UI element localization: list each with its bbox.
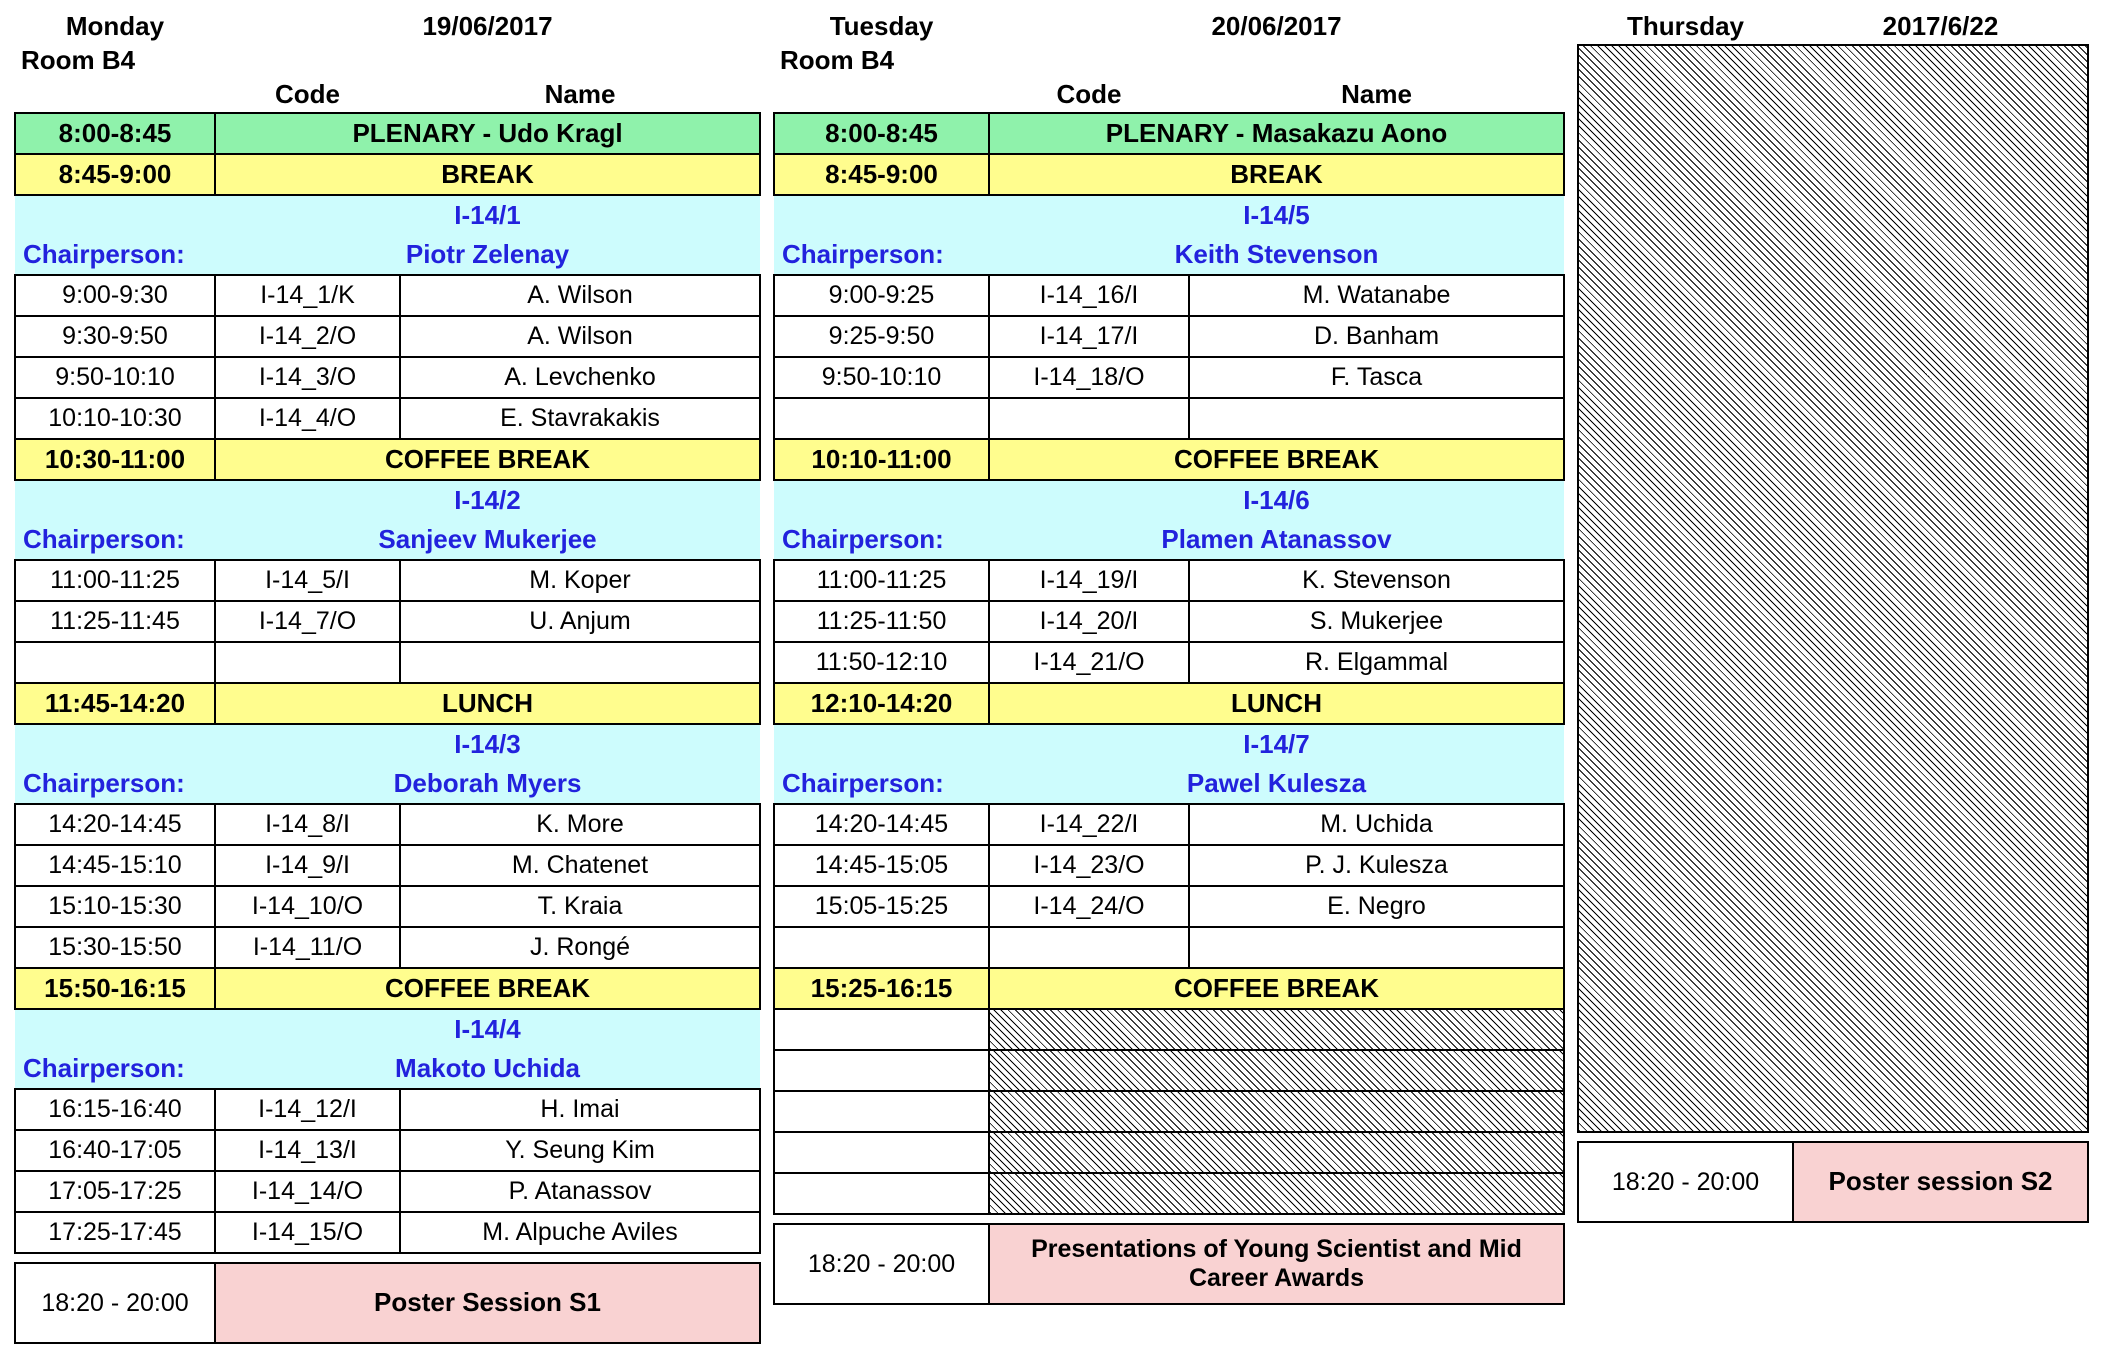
row-code: I-14_22/I	[989, 804, 1189, 845]
table-row	[15, 1171, 760, 1212]
row-code: I-14_21/O	[989, 642, 1189, 683]
row-blank	[774, 1050, 989, 1091]
session-code: I-14/5	[989, 195, 1564, 235]
chairperson-name: Piotr Zelenay	[215, 235, 760, 275]
row-text: PLENARY - Masakazu Aono	[989, 113, 1564, 154]
row-text: LUNCH	[215, 683, 760, 724]
tuesday-room-row	[774, 44, 1564, 78]
table-row	[1578, 45, 2088, 1132]
evening-text: Poster Session S1	[215, 1263, 760, 1343]
row-text: BREAK	[989, 154, 1564, 195]
row-name: R. Elgammal	[1189, 642, 1564, 683]
row-name: M. Alpuche Aviles	[400, 1212, 760, 1253]
row-blank	[774, 724, 989, 764]
table-row	[774, 520, 1564, 560]
table-row	[774, 398, 1564, 439]
chairperson-label: Chairperson:	[774, 235, 989, 275]
row-text: BREAK	[215, 154, 760, 195]
table-row	[774, 1050, 1564, 1091]
table-row	[15, 1049, 760, 1089]
row-code: I-14_7/O	[215, 601, 400, 642]
row-time: 11:45-14:20	[15, 683, 215, 724]
unavailable-block	[989, 1009, 1564, 1050]
table-row	[774, 113, 1564, 154]
row-code: I-14_3/O	[215, 357, 400, 398]
row-name: J. Rongé	[400, 927, 760, 968]
row-time	[15, 642, 215, 683]
row-name: P. J. Kulesza	[1189, 845, 1564, 886]
row-name: D. Banham	[1189, 316, 1564, 357]
row-code: I-14_11/O	[215, 927, 400, 968]
table-row	[774, 439, 1564, 480]
tuesday-colhdr-name: Name	[1341, 79, 1412, 110]
row-time: 8:00-8:45	[774, 113, 989, 154]
row-blank	[774, 480, 989, 520]
monday-spacer-2	[400, 44, 760, 78]
chairperson-label: Chairperson:	[15, 764, 215, 804]
monday-colhdr-name: Name	[544, 79, 616, 110]
row-name: H. Imai	[400, 1089, 760, 1130]
row-code: I-14_4/O	[215, 398, 400, 439]
thursday-day-label: Thursday	[1626, 11, 1745, 42]
chairperson-name: Deborah Myers	[215, 764, 760, 804]
row-name: F. Tasca	[1189, 357, 1564, 398]
session-code: I-14/7	[989, 724, 1564, 764]
monday-colhdr-code: Code	[275, 79, 340, 110]
row-time: 11:25-11:45	[15, 601, 215, 642]
table-row	[15, 1089, 760, 1130]
unavailable-block	[989, 1132, 1564, 1173]
row-code: I-14_24/O	[989, 886, 1189, 927]
table-row	[1578, 1142, 2088, 1222]
row-time: 14:20-14:45	[774, 804, 989, 845]
row-time: 8:45-9:00	[15, 154, 215, 195]
table-row	[15, 1263, 760, 1343]
row-code: I-14_2/O	[215, 316, 400, 357]
row-time: 9:25-9:50	[774, 316, 989, 357]
row-text: LUNCH	[989, 683, 1564, 724]
row-time	[774, 927, 989, 968]
table-row	[774, 886, 1564, 927]
table-row	[774, 683, 1564, 724]
table-row	[774, 154, 1564, 195]
row-time: 10:30-11:00	[15, 439, 215, 480]
table-row	[774, 1091, 1564, 1132]
table-row	[774, 1009, 1564, 1050]
row-name: M. Koper	[400, 560, 760, 601]
row-name	[1189, 927, 1564, 968]
day-column-monday	[14, 10, 759, 1344]
unavailable-block	[989, 1050, 1564, 1091]
thursday-header-row	[1578, 10, 2088, 45]
table-row	[15, 357, 760, 398]
table-row	[774, 560, 1564, 601]
table-row	[15, 439, 760, 480]
table-row	[15, 804, 760, 845]
row-blank	[774, 1132, 989, 1173]
row-time: 12:10-14:20	[774, 683, 989, 724]
row-code: I-14_15/O	[215, 1212, 400, 1253]
tuesday-evening-table	[773, 1223, 1565, 1305]
table-row	[774, 1173, 1564, 1214]
row-time: 11:25-11:50	[774, 601, 989, 642]
monday-room-row	[15, 44, 760, 78]
row-time: 10:10-11:00	[774, 439, 989, 480]
table-row	[774, 601, 1564, 642]
tuesday-date: 20/06/2017	[1211, 11, 1342, 42]
row-code: I-14_5/I	[215, 560, 400, 601]
row-code	[215, 642, 400, 683]
row-code: I-14_16/I	[989, 275, 1189, 316]
row-time: 15:30-15:50	[15, 927, 215, 968]
row-text: COFFEE BREAK	[989, 439, 1564, 480]
row-code: I-14_12/I	[215, 1089, 400, 1130]
table-row	[15, 968, 760, 1009]
table-row	[15, 927, 760, 968]
row-blank	[774, 1091, 989, 1132]
thursday-date: 2017/6/22	[1882, 11, 1999, 42]
row-blank	[774, 195, 989, 235]
row-blank	[15, 480, 215, 520]
table-row	[15, 316, 760, 357]
row-name: M. Chatenet	[400, 845, 760, 886]
row-code: I-14_20/I	[989, 601, 1189, 642]
row-code: I-14_13/I	[215, 1130, 400, 1171]
row-time: 17:25-17:45	[15, 1212, 215, 1253]
unavailable-block	[989, 1173, 1564, 1214]
tuesday-day-label: Tuesday	[829, 11, 934, 42]
row-code	[989, 398, 1189, 439]
tuesday-table	[773, 10, 1565, 1215]
table-row	[15, 480, 760, 520]
row-name: S. Mukerjee	[1189, 601, 1564, 642]
row-time: 11:50-12:10	[774, 642, 989, 683]
table-row	[15, 275, 760, 316]
day-column-thursday	[1577, 10, 2087, 1223]
table-row	[774, 968, 1564, 1009]
session-code: I-14/6	[989, 480, 1564, 520]
row-time	[774, 398, 989, 439]
row-blank	[774, 1173, 989, 1214]
monday-column-header-row	[15, 78, 760, 113]
table-row	[15, 195, 760, 235]
tuesday-header-row	[774, 10, 1564, 44]
table-row	[15, 642, 760, 683]
table-row	[774, 275, 1564, 316]
table-row	[774, 804, 1564, 845]
row-text: PLENARY - Udo Kragl	[215, 113, 760, 154]
tuesday-colhdr-blank	[774, 78, 989, 113]
row-time: 11:00-11:25	[774, 560, 989, 601]
evening-time: 18:20 - 20:00	[15, 1263, 215, 1343]
table-row	[774, 764, 1564, 804]
row-code: I-14_14/O	[215, 1171, 400, 1212]
evening-text: Poster session S2	[1793, 1142, 2088, 1222]
row-blank	[15, 1009, 215, 1049]
row-time: 8:45-9:00	[774, 154, 989, 195]
table-row	[15, 1009, 760, 1049]
row-code	[989, 927, 1189, 968]
table-row	[15, 113, 760, 154]
row-name: A. Wilson	[400, 275, 760, 316]
chairperson-label: Chairperson:	[15, 520, 215, 560]
row-time: 8:00-8:45	[15, 113, 215, 154]
table-row	[15, 1130, 760, 1171]
row-code: I-14_17/I	[989, 316, 1189, 357]
row-name: K. Stevenson	[1189, 560, 1564, 601]
chairperson-label: Chairperson:	[774, 520, 989, 560]
table-row	[15, 520, 760, 560]
row-name: T. Kraia	[400, 886, 760, 927]
chairperson-name: Sanjeev Mukerjee	[215, 520, 760, 560]
row-time: 9:00-9:30	[15, 275, 215, 316]
tuesday-colhdr-code: Code	[1056, 79, 1122, 110]
monday-date: 19/06/2017	[422, 11, 553, 42]
evening-time: 18:20 - 20:00	[774, 1224, 989, 1304]
chairperson-label: Chairperson:	[15, 235, 215, 275]
row-code: I-14_9/I	[215, 845, 400, 886]
table-row	[774, 927, 1564, 968]
table-row	[15, 1212, 760, 1253]
row-name: A. Wilson	[400, 316, 760, 357]
row-time: 15:05-15:25	[774, 886, 989, 927]
table-row	[774, 724, 1564, 764]
row-name: M. Uchida	[1189, 804, 1564, 845]
row-code: I-14_10/O	[215, 886, 400, 927]
row-time: 15:25-16:15	[774, 968, 989, 1009]
table-row	[774, 1132, 1564, 1173]
table-row	[15, 683, 760, 724]
row-time: 17:05-17:25	[15, 1171, 215, 1212]
monday-room: Room B4	[21, 45, 136, 76]
row-blank	[15, 724, 215, 764]
monday-colhdr-blank	[15, 78, 215, 113]
row-time: 16:15-16:40	[15, 1089, 215, 1130]
monday-evening-table	[14, 1262, 761, 1344]
row-code: I-14_18/O	[989, 357, 1189, 398]
chairperson-label: Chairperson:	[15, 1049, 215, 1089]
row-name: M. Watanabe	[1189, 275, 1564, 316]
row-code: I-14_19/I	[989, 560, 1189, 601]
table-row	[15, 845, 760, 886]
row-name: P. Atanassov	[400, 1171, 760, 1212]
row-time: 15:50-16:15	[15, 968, 215, 1009]
row-code: I-14_23/O	[989, 845, 1189, 886]
chairperson-name: Plamen Atanassov	[989, 520, 1564, 560]
day-column-tuesday	[773, 10, 1563, 1305]
unavailable-block	[1578, 45, 2088, 1132]
chairperson-name: Makoto Uchida	[215, 1049, 760, 1089]
row-name: E. Negro	[1189, 886, 1564, 927]
row-time: 11:00-11:25	[15, 560, 215, 601]
row-text: COFFEE BREAK	[989, 968, 1564, 1009]
unavailable-block	[989, 1091, 1564, 1132]
row-name: E. Stavrakakis	[400, 398, 760, 439]
row-name	[1189, 398, 1564, 439]
tuesday-spacer-2	[1189, 44, 1564, 78]
row-time: 9:00-9:25	[774, 275, 989, 316]
monday-spacer-1	[215, 44, 400, 78]
thursday-evening-table	[1577, 1141, 2089, 1223]
tuesday-room: Room B4	[780, 45, 895, 76]
row-code: I-14_1/K	[215, 275, 400, 316]
row-time: 9:30-9:50	[15, 316, 215, 357]
schedule-columns	[14, 10, 2094, 1318]
table-row	[15, 764, 760, 804]
row-time: 9:50-10:10	[774, 357, 989, 398]
row-name: Y. Seung Kim	[400, 1130, 760, 1171]
row-text: COFFEE BREAK	[215, 439, 760, 480]
row-time: 10:10-10:30	[15, 398, 215, 439]
row-name: U. Anjum	[400, 601, 760, 642]
row-time: 15:10-15:30	[15, 886, 215, 927]
row-time: 14:45-15:10	[15, 845, 215, 886]
row-text: COFFEE BREAK	[215, 968, 760, 1009]
table-row	[15, 886, 760, 927]
table-row	[774, 357, 1564, 398]
table-row	[15, 154, 760, 195]
row-name: K. More	[400, 804, 760, 845]
chairperson-name: Pawel Kulesza	[989, 764, 1564, 804]
monday-table	[14, 10, 761, 1254]
session-code: I-14/4	[215, 1009, 760, 1049]
tuesday-column-header-row	[774, 78, 1564, 113]
session-code: I-14/3	[215, 724, 760, 764]
table-row	[15, 724, 760, 764]
monday-day-label: Monday	[65, 11, 165, 42]
table-row	[15, 398, 760, 439]
table-row	[774, 480, 1564, 520]
table-row	[774, 235, 1564, 275]
row-blank	[15, 195, 215, 235]
evening-text: Presentations of Young Scientist and Mid Career Awards	[989, 1224, 1564, 1304]
table-row	[15, 560, 760, 601]
row-blank	[774, 1009, 989, 1050]
monday-header-row	[15, 10, 760, 44]
row-time: 16:40-17:05	[15, 1130, 215, 1171]
chairperson-name: Keith Stevenson	[989, 235, 1564, 275]
table-row	[774, 316, 1564, 357]
table-row	[774, 195, 1564, 235]
row-name: A. Levchenko	[400, 357, 760, 398]
session-code: I-14/1	[215, 195, 760, 235]
tuesday-spacer-1	[989, 44, 1189, 78]
row-time: 9:50-10:10	[15, 357, 215, 398]
row-time: 14:45-15:05	[774, 845, 989, 886]
row-time: 14:20-14:45	[15, 804, 215, 845]
table-row	[15, 235, 760, 275]
session-code: I-14/2	[215, 480, 760, 520]
table-row	[774, 845, 1564, 886]
chairperson-label: Chairperson:	[774, 764, 989, 804]
row-name	[400, 642, 760, 683]
table-row	[15, 601, 760, 642]
table-row	[774, 1224, 1564, 1304]
row-code: I-14_8/I	[215, 804, 400, 845]
table-row	[774, 642, 1564, 683]
evening-time: 18:20 - 20:00	[1578, 1142, 1793, 1222]
thursday-table	[1577, 10, 2089, 1133]
